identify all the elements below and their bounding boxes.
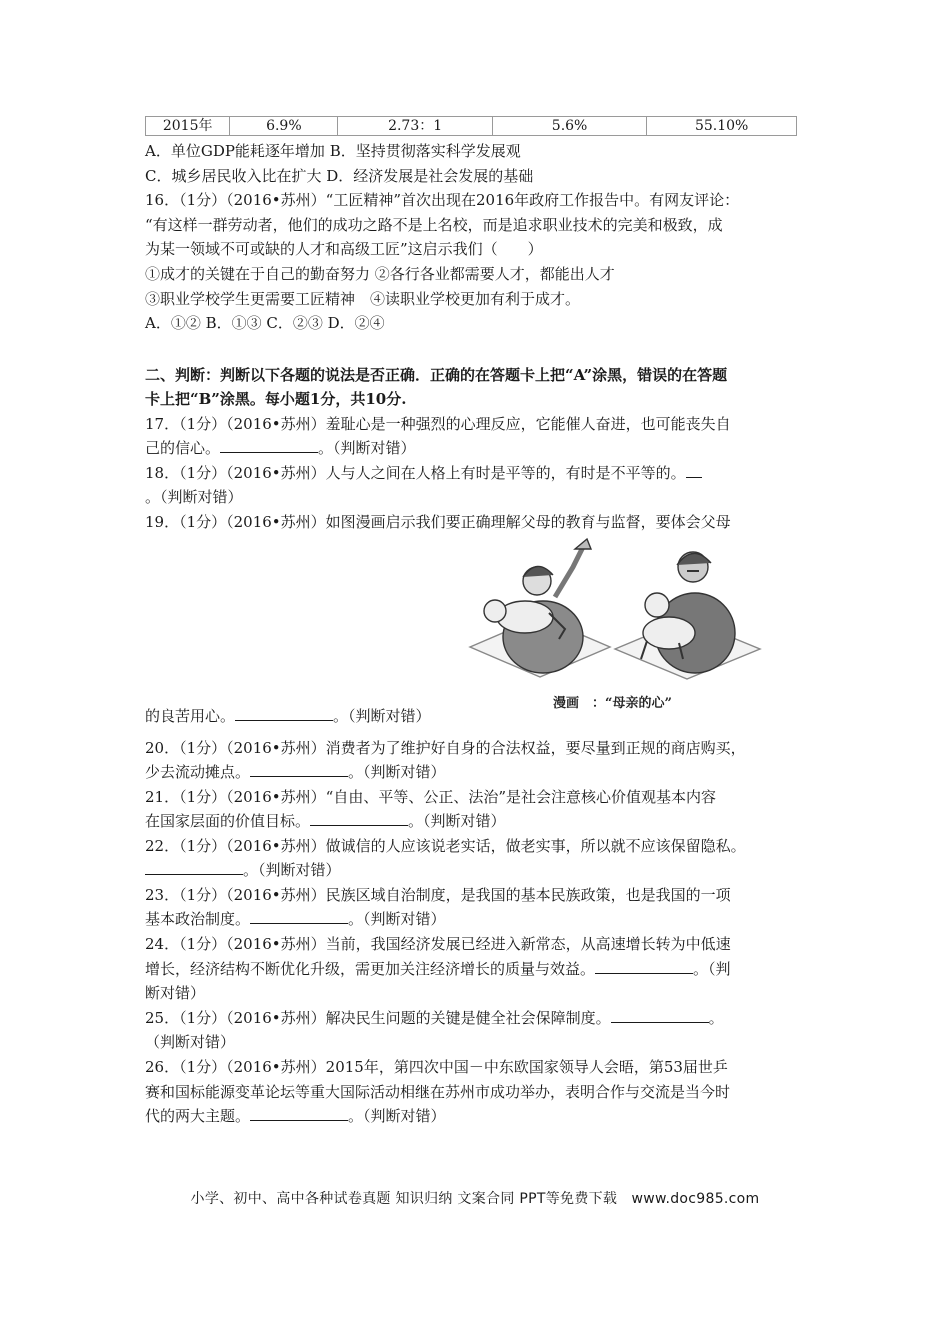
q25-text: 25．（1分）（2016•苏州）解决民生问题的关键是健全社会保障制度。	[145, 1009, 611, 1027]
q25-line2: （判断对错）	[145, 1033, 236, 1051]
q26-line2: 赛和国标能源变革论坛等重大国际活动相继在苏州市成功举办，表明合作与交流是当今时	[145, 1083, 731, 1101]
table-cell: 55.10%	[647, 117, 797, 136]
answer-blank[interactable]	[220, 438, 318, 453]
q19-line1: 19．（1分）（2016•苏州）如图漫画启示我们要正确理解父母的教育与监督，要体会父母	[145, 513, 731, 531]
q19-line2	[145, 705, 431, 727]
q19-text: 的良苦用心。	[145, 707, 236, 725]
q22-line2	[145, 859, 341, 881]
q24-line3: 断对错）	[145, 984, 206, 1002]
judge-label: （判断对错）	[363, 763, 446, 781]
table-cell: 2015年	[146, 117, 230, 136]
answer-blank[interactable]	[686, 463, 702, 478]
q21-text: 在国家层面的价值目标。	[145, 812, 311, 830]
answer-blank[interactable]	[611, 1008, 709, 1023]
q21-line2	[145, 810, 506, 832]
q26-line1: 26．（1分）（2016•苏州）2015年，第四次中国－中东欧国家领导人会晤，第53届世乒	[145, 1058, 728, 1076]
period: 。	[348, 1107, 364, 1125]
answer-blank[interactable]	[310, 811, 408, 826]
judge-label: （判断对错）	[363, 1107, 446, 1125]
period: 。	[708, 1009, 724, 1027]
q22-line1: 22．（1分）（2016•苏州）做诚信的人应该说老实话，做老实事，所以就不应该保留隐私。	[145, 837, 746, 855]
judge-label: （判断对错）	[423, 812, 506, 830]
table-row	[146, 117, 797, 136]
judge-label: （判断对错）	[258, 861, 341, 879]
comic-scene-right	[615, 552, 760, 679]
section2-heading-line1: 二、判断：判断以下各题的说法是否正确．正确的在答题卡上把“A”涂黑，错误的在答题	[145, 366, 728, 384]
data-table	[145, 116, 797, 136]
q16-statement-3-4: ③职业学校学生更需要工匠精神 ④读职业学校更加有利于成才。	[145, 290, 581, 308]
q16-stem-line2: “有这样一群劳动者，他们的成功之路不是上名校，而是追求职业技术的完美和极致，成	[145, 216, 723, 234]
answer-blank[interactable]	[235, 706, 333, 721]
q17-line1: 17．（1分）（2016•苏州）羞耻心是一种强烈的心理反应，它能催人奋进，也可能丧失自	[145, 415, 731, 433]
q15-options-cd: C．城乡居民收入比在扩大 D．经济发展是社会发展的基础	[145, 167, 534, 185]
period: 。	[318, 439, 334, 457]
answer-blank[interactable]	[595, 959, 693, 974]
judge-label-part1: （判	[708, 960, 731, 978]
page-footer: 小学、初中、高中各种试卷真题 知识归纳 文案合同 PPT等免费下载 www.doc985.com	[190, 1191, 760, 1207]
q16-stem-line1: 16．（1分）（2016•苏州）“工匠精神”首次出现在2016年政府工作报告中。有网友评论：	[145, 191, 740, 209]
answer-blank[interactable]	[145, 860, 243, 875]
answer-blank[interactable]	[250, 1106, 348, 1121]
period: 。	[348, 910, 364, 928]
q16-statement-1-2: ①成才的关键在于自己的勤奋努力 ②各行各业都需要人才，都能出人才	[145, 265, 615, 283]
q20-line2	[145, 761, 446, 783]
q24-line2	[145, 958, 731, 980]
q23-text: 基本政治制度。	[145, 910, 251, 928]
q24-text: 增长，经济结构不断优化升级，需更加关注经济增长的质量与效益。	[145, 960, 596, 978]
q17-text: 己的信心。	[145, 439, 221, 457]
q18-text: 18．（1分）（2016•苏州）人与人之间在人格上有时是平等的，有时是不平等的。	[145, 464, 686, 482]
period: 。	[348, 763, 364, 781]
answer-blank[interactable]	[250, 909, 348, 924]
q16-options: A．①② B．①③ C．②③ D．②④	[145, 314, 385, 332]
q26-line3	[145, 1105, 446, 1127]
comic-figure	[465, 537, 763, 715]
q17-line2	[145, 437, 416, 459]
comic-scene-left	[470, 539, 610, 677]
table-cell: 2.73：1	[338, 117, 493, 136]
judge-label: （判断对错）	[363, 910, 446, 928]
judge-label: （判断对错）	[348, 707, 431, 725]
period: 。	[693, 960, 709, 978]
period: 。	[243, 861, 259, 879]
table-cell: 6.9%	[230, 117, 338, 136]
q21-line1: 21．（1分）（2016•苏州）“自由、平等、公正、法治”是社会注意核心价值观基本内容	[145, 788, 716, 806]
q16-stem-line3: 为某一领域不可或缺的人才和高级工匠”这启示我们（ ）	[145, 240, 543, 258]
q23-line1: 23．（1分）（2016•苏州）民族区域自治制度，是我国的基本民族政策，也是我国的一项	[145, 886, 731, 904]
comic-caption: 漫画 ：“母亲的心”	[553, 696, 672, 711]
answer-blank[interactable]	[250, 762, 348, 777]
period: 。	[145, 488, 161, 506]
period: 。	[333, 707, 349, 725]
q15-options-ab: A．单位GDP能耗逐年增加 B．坚持贯彻落实科学发展观	[145, 142, 521, 160]
judge-label: （判断对错）	[160, 488, 243, 506]
judge-label: （判断对错）	[333, 439, 416, 457]
section2-heading-line2: 卡上把“B”涂黑。每小题1分，共10分.	[145, 390, 407, 408]
q18-line2	[145, 486, 243, 508]
q20-text: 少去流动摊点。	[145, 763, 251, 781]
q18-line1	[145, 462, 702, 484]
q26-text: 代的两大主题。	[145, 1107, 251, 1125]
period: 。	[408, 812, 424, 830]
q25-line1	[145, 1007, 724, 1029]
q23-line2	[145, 908, 446, 930]
q24-line1: 24．（1分）（2016•苏州）当前，我国经济发展已经进入新常态，从高速增长转为中低速	[145, 935, 731, 953]
q20-line1: 20．（1分）（2016•苏州）消费者为了维护好自身的合法权益，要尽量到正规的商店购买，	[145, 739, 746, 757]
table-cell: 5.6%	[492, 117, 646, 136]
